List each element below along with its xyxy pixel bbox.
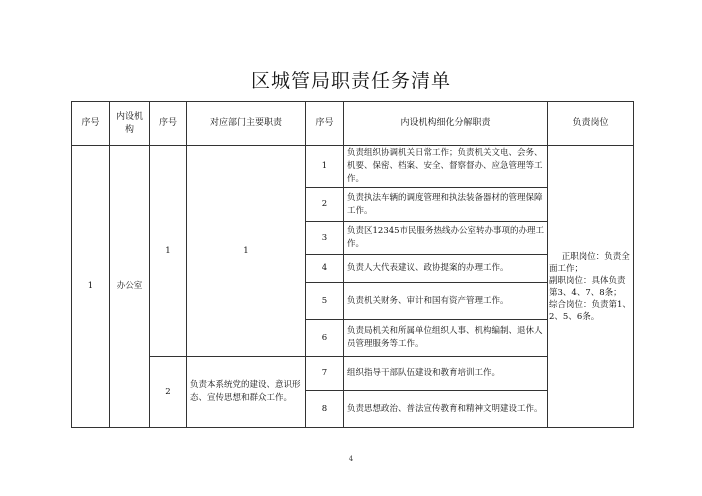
header-cell: 序号 bbox=[72, 102, 110, 146]
page-number: 4 bbox=[348, 455, 354, 463]
group-number: 1 bbox=[150, 146, 187, 357]
table-header-row bbox=[72, 102, 634, 146]
row-number: 5 bbox=[306, 283, 344, 320]
row-number: 2 bbox=[306, 188, 344, 222]
row-text: 负责局机关和所属单位组织人事、机构编制、退休人员管理服务等工作。 bbox=[344, 320, 548, 357]
post-line: 副职岗位：具体负责第3、4、7、8条； bbox=[549, 275, 626, 298]
row-text: 负责人大代表建议、政协提案的办理工作。 bbox=[344, 255, 548, 283]
header-cell: 序号 bbox=[306, 102, 344, 146]
row-text: 负责机关财务、审计和国有资产管理工作。 bbox=[344, 283, 548, 320]
header-cell: 负责岗位 bbox=[548, 102, 634, 146]
group-number: 2 bbox=[150, 357, 187, 428]
row-text: 负责执法车辆的调度管理和执法装备器材的管理保障工作。 bbox=[344, 188, 548, 222]
row-text: 负责区12345市民服务热线办公室转办事项的办理工作。 bbox=[344, 222, 548, 255]
dept-number: 1 bbox=[72, 146, 110, 428]
row-number: 4 bbox=[306, 255, 344, 283]
row-text: 负责组织协调机关日常工作；负责机关文电、会务、机要、保密、档案、安全、督察督办、应急管理等工作。 bbox=[344, 146, 548, 188]
post-cell bbox=[548, 146, 634, 428]
row-number: 3 bbox=[306, 222, 344, 255]
header-cell: 序号 bbox=[150, 102, 187, 146]
post-line: 正职岗位：负责全面工作； bbox=[549, 251, 630, 274]
dept-name: 办公室 bbox=[110, 146, 150, 428]
header-cell: 内设机构 bbox=[110, 102, 150, 146]
row-number: 7 bbox=[306, 357, 344, 391]
post-line: 综合岗位：负责第1、2、5、6条。 bbox=[549, 299, 631, 322]
row-number: 8 bbox=[306, 391, 344, 428]
table-row bbox=[72, 146, 634, 188]
row-text: 负责思想政治、普法宣传教育和精神文明建设工作。 bbox=[344, 391, 548, 428]
row-number: 1 bbox=[306, 146, 344, 188]
page-title: 区城管局职责任务清单 bbox=[250, 70, 451, 92]
row-text: 组织指导干部队伍建设和教育培训工作。 bbox=[344, 357, 548, 391]
duty-table bbox=[71, 101, 634, 428]
header-cell: 对应部门主要职责 bbox=[187, 102, 306, 146]
header-cell: 内设机构细化分解职责 bbox=[344, 102, 548, 146]
group-duty: 1 bbox=[187, 146, 306, 357]
row-number: 6 bbox=[306, 320, 344, 357]
group-duty: 负责本系统党的建设、意识形态、宣传思想和群众工作。 bbox=[187, 357, 306, 428]
